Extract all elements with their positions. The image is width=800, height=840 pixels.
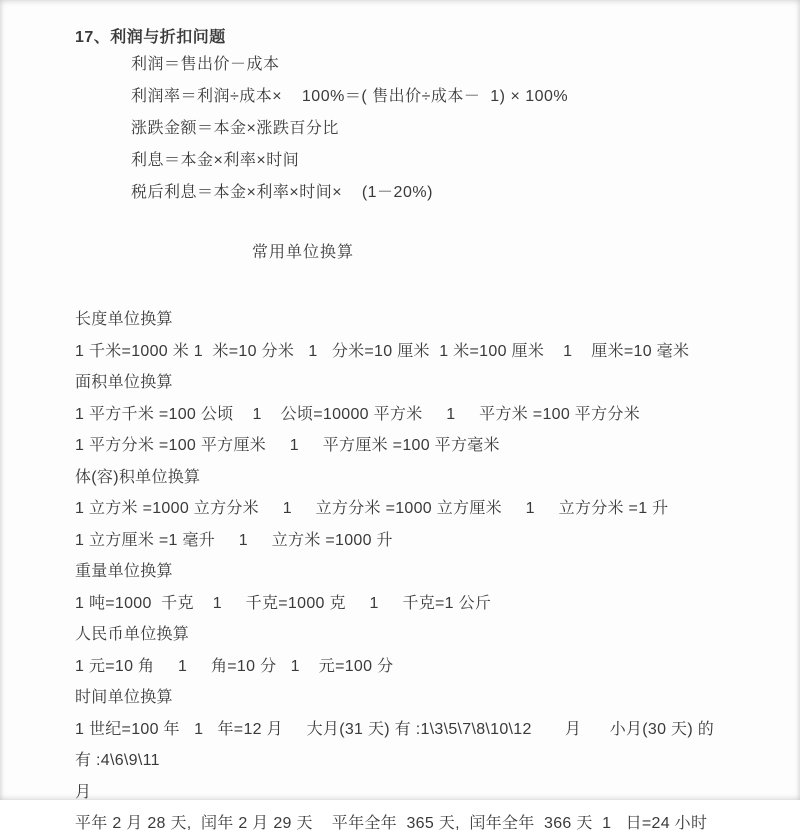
section-17-heading: 17、利润与折扣问题 xyxy=(75,29,226,46)
group-heading-area: 面积单位换算 xyxy=(75,374,173,391)
conversion-line-area-1: 1 平方千米 =100 公顷 1 公顷=10000 平方米 1 平方米 =100 平方分米 xyxy=(75,405,640,423)
conversion-line-time-2: 平年 2 月 28 天, 闰年 2 月 29 天 平年全年 365 天, 闰年全年 366 天 1 日=24 小时 xyxy=(75,815,708,832)
conversion-line-rmb: 1 元=10 角 1 角=10 分 1 元=100 分 xyxy=(75,657,394,675)
group-heading-weight: 重量单位换算 xyxy=(75,563,173,580)
conversion-line-time-1: 1 世纪=100 年 1 年=12 月 大月(31 天) 有 :1\3\5\7\8\10\12 月 小月(30 天) 的有 :4\6\9\11 xyxy=(75,720,715,769)
conversion-line-length: 1 千米=1000 米 1 米=10 分米 1 分米=10 厘米 1 米=100 厘米 1 厘米=10 毫米 xyxy=(75,342,690,360)
formula-rise-fall-amount: 涨跌金额＝本金×涨跌百分比 xyxy=(131,120,339,137)
group-heading-rmb: 人民币单位换算 xyxy=(75,626,190,643)
conversion-line-time-wrap: 月 xyxy=(75,783,92,801)
formula-profit: 利润＝售出价－成本 xyxy=(131,56,280,73)
conversion-line-volume-2: 1 立方厘米 =1 毫升 1 立方米 =1000 升 xyxy=(75,531,393,549)
formula-interest: 利息＝本金×利率×时间 xyxy=(131,152,300,169)
conversion-line-weight: 1 吨=1000 千克 1 千克=1000 克 1 千克=1 公斤 xyxy=(75,594,492,612)
group-heading-volume: 体(容)积单位换算 xyxy=(75,468,201,486)
conversion-line-area-2: 1 平方分米 =100 平方厘米 1 平方厘米 =100 平方毫米 xyxy=(75,437,500,454)
formula-after-tax-interest: 税后利息＝本金×利率×时间× (1－20%) xyxy=(131,184,433,201)
unit-conversion-heading: 常用单位换算 xyxy=(252,244,355,261)
conversion-line-volume-1: 1 立方米 =1000 立方分米 1 立方分米 =1000 立方厘米 1 立方分米 =1 升 xyxy=(75,500,669,517)
group-heading-length: 长度单位换算 xyxy=(75,311,173,328)
group-heading-time: 时间单位换算 xyxy=(75,689,173,706)
formula-profit-rate: 利润率＝利润÷成本× 100%＝( 售出价÷成本－ 1) × 100% xyxy=(131,88,569,105)
